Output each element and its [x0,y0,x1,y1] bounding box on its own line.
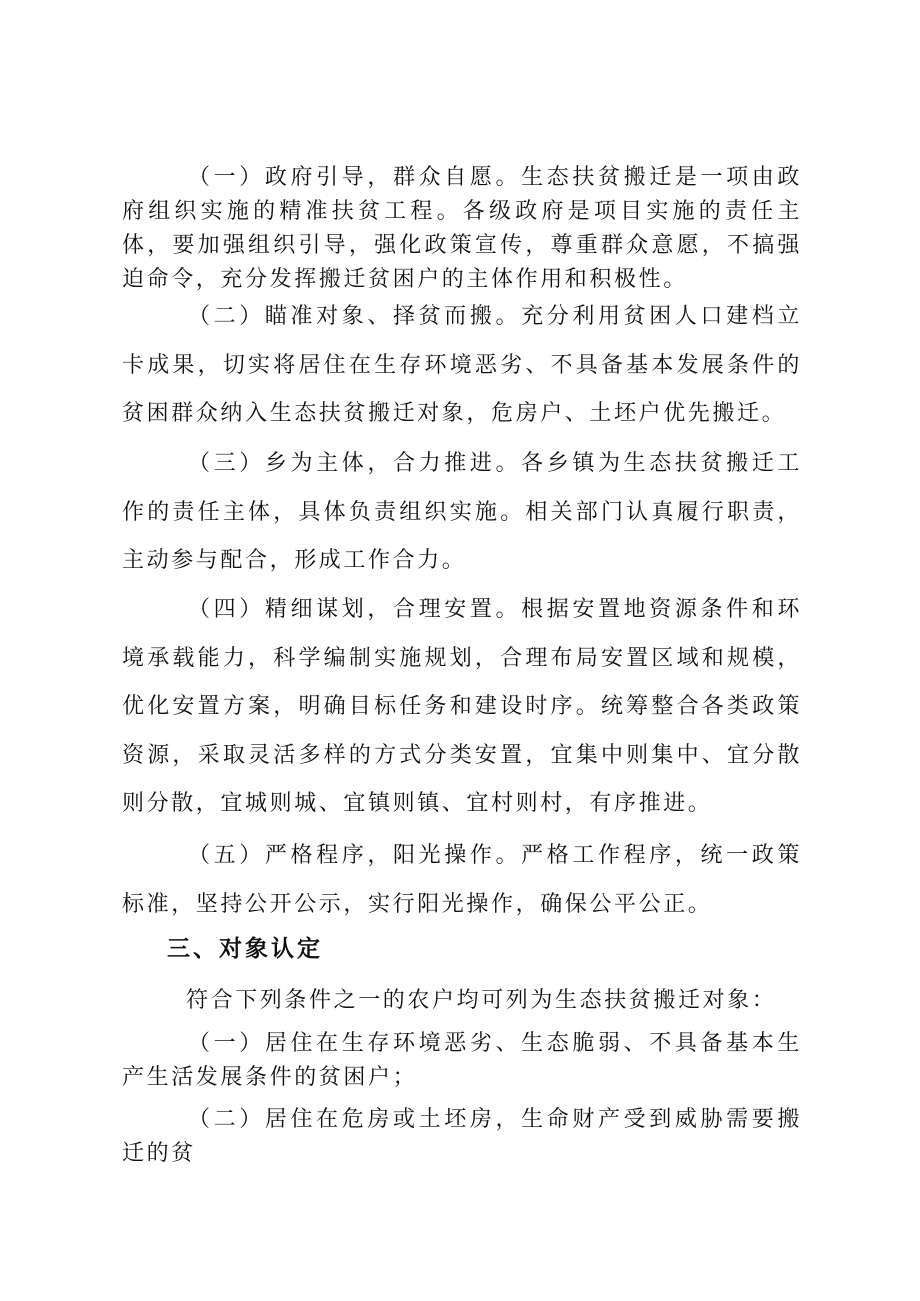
principle-paragraph-2: （二）瞄准对象、择贫而搬。充分利用贫困人口建档立卡成果，切实将居住在生存环境恶劣、不具备基本发展条件的贫困群众纳入生态扶贫搬迁对象，危房户、土坯户优先搬迁。 [122,304,802,426]
section-heading: 三、对象认定 [167,936,323,962]
section-intro: 符合下列条件之一的农户均可列为生态扶贫搬迁对象： [186,988,777,1013]
section-item-1: （一）居住在生存环境恶劣、生态脆弱、不具备基本生产生活发展条件的贫困户； [122,1031,802,1090]
principle-paragraph-1: （一）政府引导，群众自愿。生态扶贫搬迁是一项由政府组织实施的精准扶贫工程。各级政府是项目实施的责任主体，要加强组织引导，强化政策宣传，尊重群众意愿，不搞强迫命令，充分发挥搬迁贫困户的主体作用和积极性。 [122,165,802,292]
principle-paragraph-5: （五）严格程序，阳光操作。严格工作程序，统一政策标准，坚持公开公示，实行阳光操作，确保公平公正。 [122,843,802,917]
principle-paragraph-3: （三）乡为主体，合力推进。各乡镇为生态扶贫搬迁工作的责任主体，具体负责组织实施。相关部门认真履行职责，主动参与配合，形成工作合力。 [122,451,802,573]
principle-paragraph-4: （四）精细谋划，合理安置。根据安置地资源条件和环境承载能力，科学编制实施规划，合理布局安置区域和规模，优化安置方案，明确目标任务和建设时序。统筹整合各类政策资源，采取灵活多样的方式分类安置，宜集中则集中、宜分散则分散，宜城则城、宜镇则镇、宜村则村，有序推进。 [122,597,802,816]
section-item-2: （二）居住在危房或土坯房，生命财产受到威胁需要搬迁的贫 [122,1107,802,1166]
